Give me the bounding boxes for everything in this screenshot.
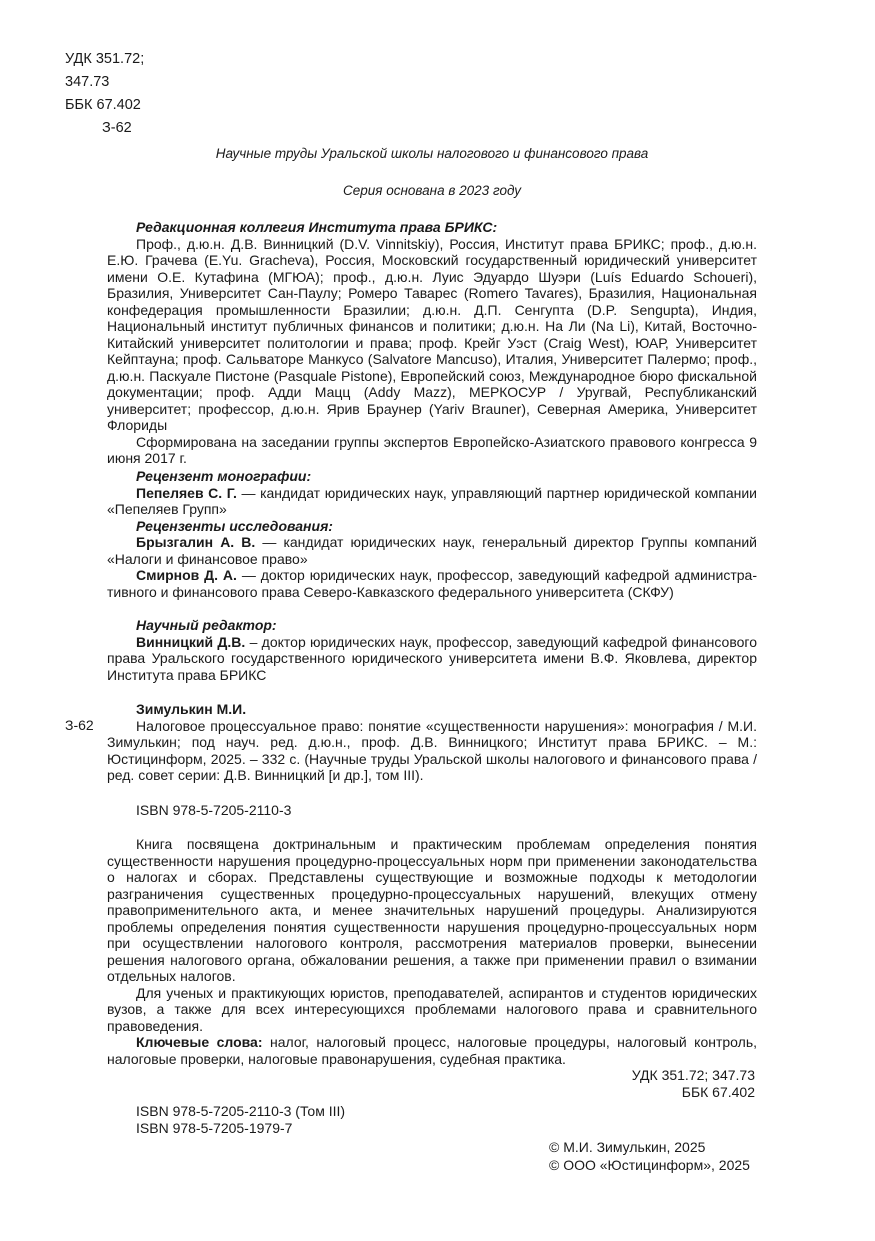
keywords <box>107 1034 757 1067</box>
bbk-code: ББК 67.402 <box>65 97 141 113</box>
mono-reviewer <box>107 485 757 518</box>
reviewer-1-text: — кандидат юридических наук, генеральный директор Группы компаний «Налоги и финансовое право» <box>107 534 757 567</box>
keywords-label: Ключевые слова: <box>136 1034 263 1050</box>
book-isbn <box>107 802 757 819</box>
abstract-p1: Книга посвящена доктринальным и практическим проблемам определения понятия существенности нарушения процедурно-процессуальных норм при применении законодательства о налогах и сборах. Представлены существующие и возможные подходы к методологии разграничения существенных процедурно-процессуальных нарушений, влекущих отмену правоприменительного акта, и менее значительных нарушений процедуры. Анализируются проблемы определения понятия существенности нарушения процедурно-процессуальных норм при осуществлении налогового контроля, рассмотрения материалов проверки, вынесении решения налогового органа, обжаловании решения, а также при применении правил о взимании отдельных налогов. <box>107 836 757 984</box>
copyright-author: © М.И. Зимулькин, 2025 <box>549 1139 706 1155</box>
mono-reviewer-text: — кандидат юридических наук, управляющий партнер юридической компании «Пепеляев Групп» <box>107 484 757 517</box>
editor-text: – доктор юридических наук, профессор, заведующий кафедрой финансового права Уральского государственного юридического университета имени В.Ф. Яковлева, директор Института права БРИКС <box>107 633 757 683</box>
footer-classification <box>455 1067 755 1100</box>
book-code: З-62 <box>65 717 94 733</box>
reviewers-section <box>107 468 757 600</box>
copyright-publisher: © ООО «Юстицинформ», 2025 <box>549 1156 750 1173</box>
editorial-board <box>107 219 757 467</box>
udk-code: УДК 351.72; <box>65 51 145 67</box>
footer-bbk: ББК 67.402 <box>681 1083 755 1100</box>
book-isbn-text: ISBN 978-5-7205-2110-3 <box>136 802 292 818</box>
series-title: Научные труды Уральской школы налогового и финансового права <box>215 146 649 161</box>
mono-reviewer-heading: Рецензент монографии: <box>136 468 312 484</box>
editor-heading: Научный редактор: <box>136 617 277 633</box>
footer-isbn-1: ISBN 978-5-7205-2110-3 (Том III) <box>136 1103 346 1119</box>
study-reviewers-heading: Рецензенты исследования: <box>136 517 333 534</box>
reviewer-1 <box>107 534 757 567</box>
udk-code-2: 347.73 <box>65 74 110 90</box>
abstract <box>107 836 757 1067</box>
author-sign: З-62 <box>102 120 132 136</box>
book-description: Налоговое процессуальное право: понятие «существенности нарушения»: монография / М.И. Зимулькин; под науч. ред. д.ю.н., проф. Д.В. Винницкого; Институт права БРИКС. – М.: Юстицинформ, 2025. – 332 с. (Научные труды Уральской школы налогового и финансового права / ред. совет серии: Д.В. Винницкий [и др.], том III). <box>107 717 757 783</box>
board-formed: Сформирована на заседании группы экспертов Европейско-Азиатского правового конгресса 9 июня 2017 г. <box>107 433 757 466</box>
footer-isbn-2: ISBN 978-5-7205-1979-7 <box>136 1119 293 1136</box>
bibliographic-record <box>107 701 757 784</box>
keywords-text: налог, налоговый процесс, налоговые процедуры, налоговый контроль, налоговые проверки, налоговые правонарушения, судебная практика. <box>107 1034 757 1067</box>
board-members: Проф., д.ю.н. Д.В. Винницкий (D.V. Vinnitskiy), Россия, Институт права БРИКС; проф., д.ю.н. Е.Ю. Грачева (E.Yu. Gracheva), Россия, Московский государственный юридический университет имени О.Е. Кутафина (МГЮА); проф., д.ю.н. Луис Эдуардо Шуэри (Luís Eduardo Schoueri), Бразилия, Университет Сан-Паулу; Ромеро Таварес (Romero Tavares), Бразилия, Национальная конфедерация промышленности Бразилии; д.ю.н. Д.П. Сенгупта (D.P. Sengupta), Индия, Национальный институт публичных финансов и политики; д.ю.н. На Ли (Na Li), Китай, Восточно-Китайский университет политологии и права; проф. Крейг Уэст (Craig West), ЮАР, Университет Кейптауна; проф. Сальваторе Манкусо (Salvatore Mancuso), Италия, Университет Палермо; проф., д.ю.н. Паскуале Пистоне (Pasquale Pistone), Европейский союз, Международное бюро фискальной документации; проф. Адди Мацц (Addy Mazz), МЕРКОСУР / Уругвай, Республиканский университет; профессор, д.ю.н. Ярив Браунер (Yariv Brauner), Северная Америка, Университет Флориды <box>107 235 757 433</box>
scientific-editor <box>107 617 757 683</box>
mono-reviewer-name: Пепеляев С. Г. <box>136 484 237 501</box>
book-author: Зимулькин М.И. <box>136 701 247 717</box>
board-heading: Редакционная коллегия Института права БРИКС: <box>136 219 498 235</box>
classification-block <box>65 48 144 140</box>
copyright-block <box>549 1139 750 1174</box>
reviewer-2 <box>107 567 757 600</box>
reviewer-1-name: Брызгалин А. В. <box>136 534 256 550</box>
footer-udk: УДК 351.72; 347.73 <box>631 1067 755 1083</box>
editor-info <box>107 634 757 684</box>
footer-isbn <box>107 1103 757 1136</box>
reviewer-2-name: Смирнов Д. А. <box>136 567 237 583</box>
reviewer-2-text: — доктор юридических наук, профессор, заведующий кафедрой административного и финансового права Северо-Кавказского федерального университета (СКФУ) <box>107 567 757 600</box>
editor-name: Винницкий Д.В. <box>136 633 246 650</box>
abstract-p2: Для ученых и практикующих юристов, преподавателей, аспирантов и студентов юридических вузов, а также для всех интересующихся проблемами налогового права и сравнительного правоведения. <box>107 984 757 1034</box>
series-founded: Серия основана в 2023 году <box>342 183 522 198</box>
